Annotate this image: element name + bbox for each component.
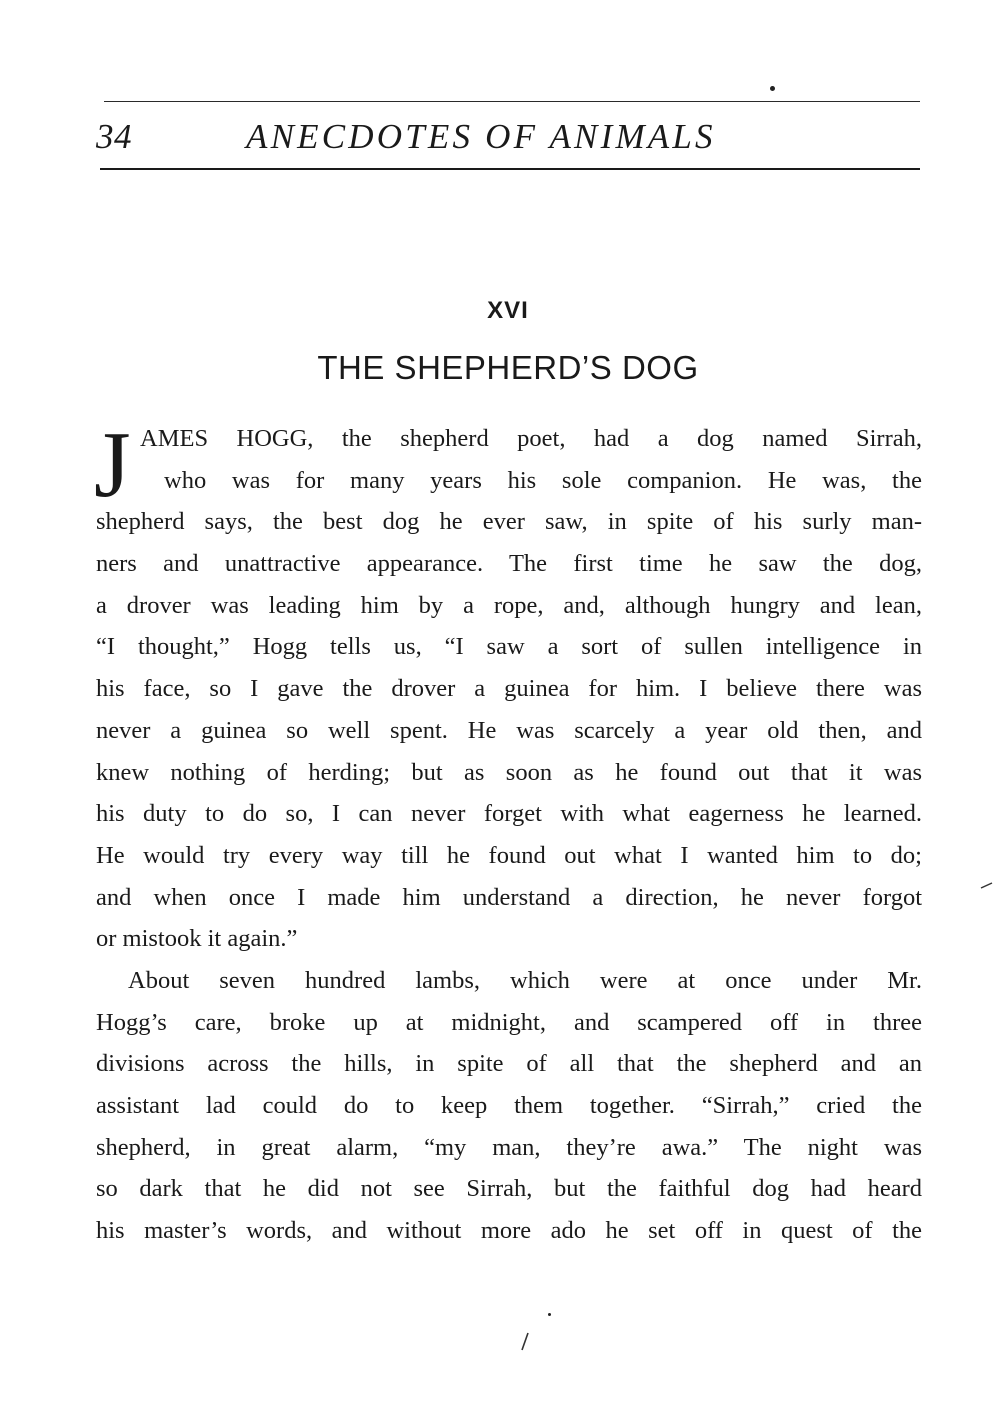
- running-head: [96, 112, 920, 162]
- text-line: AMES HOGG, the shepherd poet, had a dog named Sirrah,: [140, 425, 922, 452]
- text-line: shepherd says, the best dog he ever saw, in spite of his surly man-: [96, 508, 922, 536]
- drop-cap: J: [94, 413, 131, 517]
- text-line: About seven hundred lambs, which were at once under Mr.: [128, 966, 922, 994]
- margin-tick-mark: [980, 880, 994, 890]
- ink-speck: [548, 1313, 551, 1316]
- text-line: or mistook it again.”: [96, 925, 298, 953]
- paragraph-1: [94, 413, 922, 960]
- ink-stroke-mark: [518, 1330, 532, 1354]
- text-line: divisions across the hills, in spite of all that the shepherd and an: [96, 1050, 922, 1078]
- paragraph-2: [96, 960, 922, 1252]
- text-line: He would try every way till he found out what I wanted him to do;: [96, 841, 922, 869]
- chapter-title: THE SHEPHERD’S DOG: [317, 349, 699, 386]
- page-number: 34: [96, 117, 132, 156]
- text-line: never a guinea so well spent. He was scarcely a year old then, and: [96, 716, 922, 744]
- text-line: his face, so I gave the drover a guinea for him. I believe there was: [96, 675, 922, 703]
- text-line: “I thought,” Hogg tells us, “I saw a sort of sullen intelligence in: [96, 633, 922, 661]
- text-line: and when once I made him understand a direction, he never forgot: [96, 883, 922, 911]
- text-line: ners and unattractive appearance. The first time he saw the dog,: [96, 550, 922, 578]
- text-line: Hogg’s care, broke up at midnight, and scampered off in three: [96, 1008, 922, 1036]
- text-line: his duty to do so, I can never forget with what eagerness he learned.: [96, 800, 922, 828]
- ink-speck: [770, 86, 775, 91]
- text-line: his master’s words, and without more ado he set off in quest of the: [96, 1217, 922, 1245]
- running-title: ANECDOTES OF ANIMALS: [246, 117, 716, 156]
- header-rule-bottom: [100, 168, 920, 170]
- text-line: assistant lad could do to keep them together. “Sirrah,” cried the: [96, 1092, 922, 1119]
- header-rule-top: [104, 101, 920, 102]
- text-line: a drover was leading him by a rope, and, although hungry and lean,: [96, 591, 922, 619]
- text-line: who was for many years his sole companion. He was, the: [164, 466, 922, 494]
- text-line: shepherd, in great alarm, “my man, they’re awa.” The night was: [96, 1133, 922, 1161]
- text-line: knew nothing of herding; but as soon as he found out that it was: [96, 758, 922, 786]
- text-line: so dark that he did not see Sirrah, but the faithful dog had heard: [96, 1175, 922, 1203]
- body-text: [94, 413, 922, 1252]
- chapter-number: XVI: [487, 297, 529, 324]
